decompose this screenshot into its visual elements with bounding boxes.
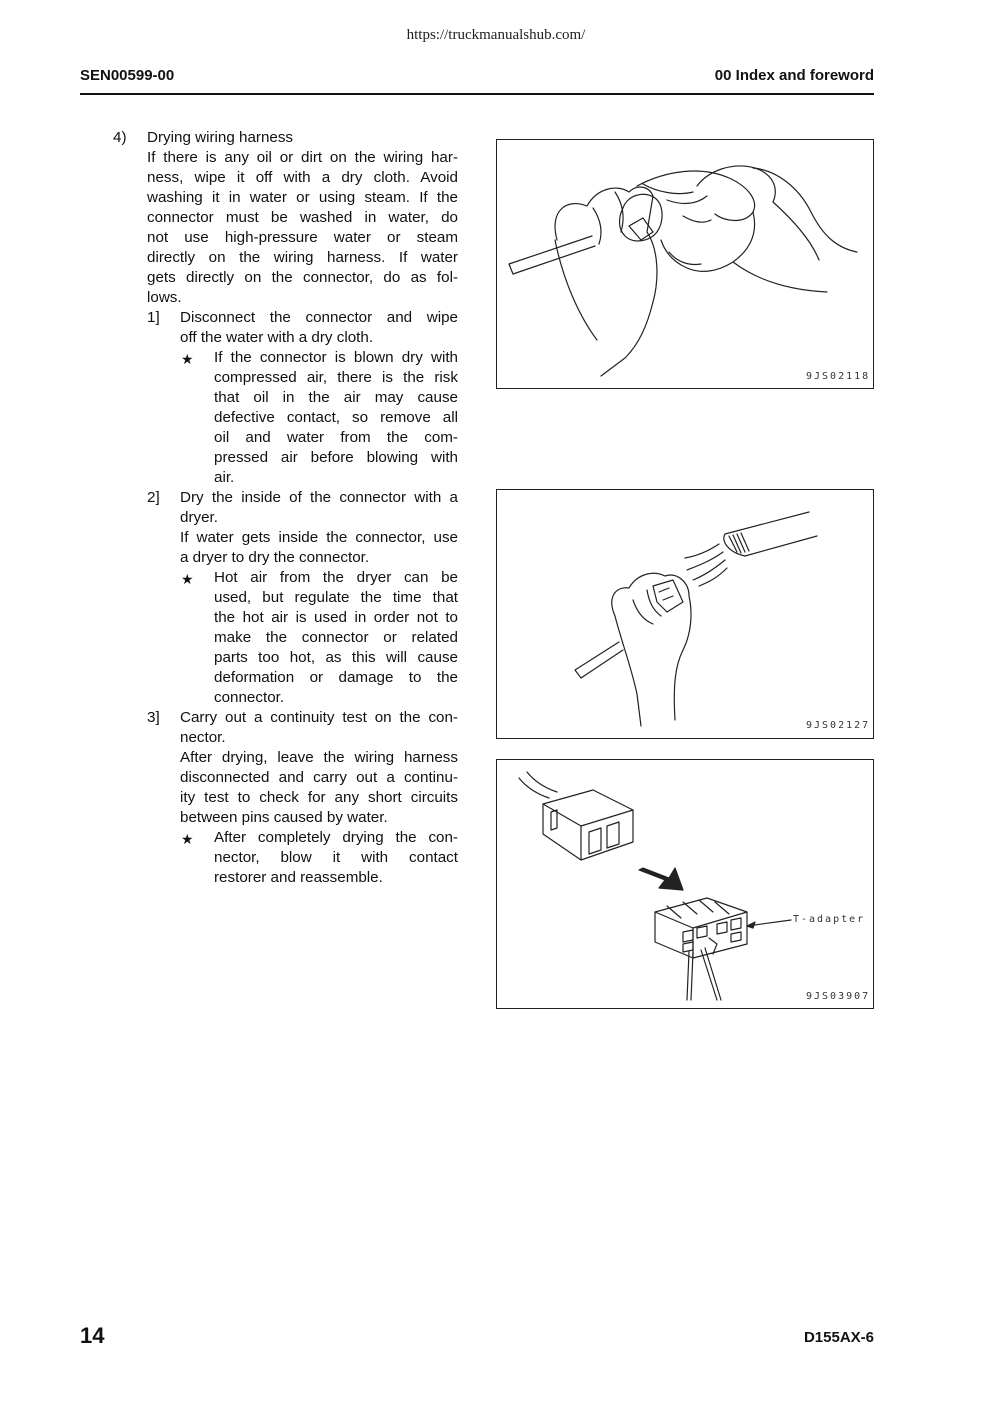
note-line: deformation or damage to the: [214, 669, 458, 686]
substep-line: Disconnect the connector and wipe: [180, 309, 458, 326]
note-star-icon: ★: [181, 571, 194, 587]
note-line: that oil in the air may cause: [214, 389, 458, 406]
wiping-hands-illustration: [497, 140, 873, 388]
step-number: 4): [113, 129, 127, 146]
note-line: parts too hot, as this will cause: [214, 649, 458, 666]
substep-line: If water gets inside the connector, use: [180, 529, 458, 546]
substep-line: Carry out a continuity test on the con-: [180, 709, 458, 726]
substep-number: 2]: [147, 489, 160, 506]
substep-line: nector.: [180, 729, 226, 746]
note-line: the hot air is used in order not to: [214, 609, 458, 626]
intro-line: lows.: [147, 289, 182, 306]
substep-line: After drying, leave the wiring harness: [180, 749, 458, 766]
note-line: connector.: [214, 689, 285, 706]
note-line: Hot air from the dryer can be: [214, 569, 458, 586]
substep-line: Dry the inside of the connector with a: [180, 489, 458, 506]
source-url[interactable]: https://truckmanualshub.com/: [406, 27, 586, 43]
figure-wipe-connector: [496, 139, 874, 389]
substep-line: ity test to check for any short circuits: [180, 789, 458, 806]
intro-line: not use high-pressure water or steam: [147, 229, 458, 246]
intro-line: connector must be washed in water, do: [147, 209, 458, 226]
dryer-illustration: [497, 490, 873, 738]
intro-line: directly on the wiring harness. If water: [147, 249, 458, 266]
intro-line: ness, wipe it off with a dry cloth. Avoid: [147, 169, 458, 186]
header-rule: [80, 93, 874, 95]
intro-line: washing it in water or using steam. If the: [147, 189, 458, 206]
note-star-icon: ★: [181, 351, 194, 367]
note-line: pressed air before blowing with: [214, 449, 458, 466]
intro-line: If there is any oil or dirt on the wiring har-: [147, 149, 458, 166]
section-title: 00 Index and foreword: [714, 67, 874, 84]
t-adapter-illustration: [497, 760, 873, 1008]
substep-number: 1]: [147, 309, 160, 326]
substep-line: off the water with a dry cloth.: [180, 329, 374, 346]
substep-line: between pins caused by water.: [180, 809, 388, 826]
substep-number: 3]: [147, 709, 160, 726]
note-line: If the connector is blown dry with: [214, 349, 458, 366]
note-line: After completely drying the con-: [214, 829, 458, 846]
figure-dryer: [496, 489, 874, 739]
intro-line: gets directly on the connector, do as fol-: [147, 269, 458, 286]
figure-code: 9JS02118: [806, 371, 871, 382]
note-line: oil and water from the com-: [214, 429, 458, 446]
note-star-icon: ★: [181, 831, 194, 847]
figure-continuity-test: [496, 759, 874, 1009]
step-title: Drying wiring harness: [147, 129, 294, 146]
note-line: nector, blow it with contact: [214, 849, 458, 866]
machine-model: D155AX-6: [803, 1329, 874, 1346]
note-line: restorer and reassemble.: [214, 869, 383, 886]
substep-line: disconnected and carry out a continu-: [180, 769, 458, 786]
substep-line: a dryer to dry the connector.: [180, 549, 370, 566]
note-line: compressed air, there is the risk: [214, 369, 458, 386]
page-number: 14: [80, 1323, 105, 1348]
figure-code: 9JS02127: [806, 720, 871, 731]
document-code: SEN00599-00: [80, 67, 175, 84]
note-line: defective contact, so remove all: [214, 409, 458, 426]
t-adapter-label: T-adapter: [793, 914, 866, 925]
note-line: used, but regulate the time that: [214, 589, 458, 606]
figure-code: 9JS03907: [806, 991, 871, 1002]
note-line: air.: [214, 469, 235, 486]
note-line: make the connector or related: [214, 629, 458, 646]
substep-line: dryer.: [180, 509, 218, 526]
